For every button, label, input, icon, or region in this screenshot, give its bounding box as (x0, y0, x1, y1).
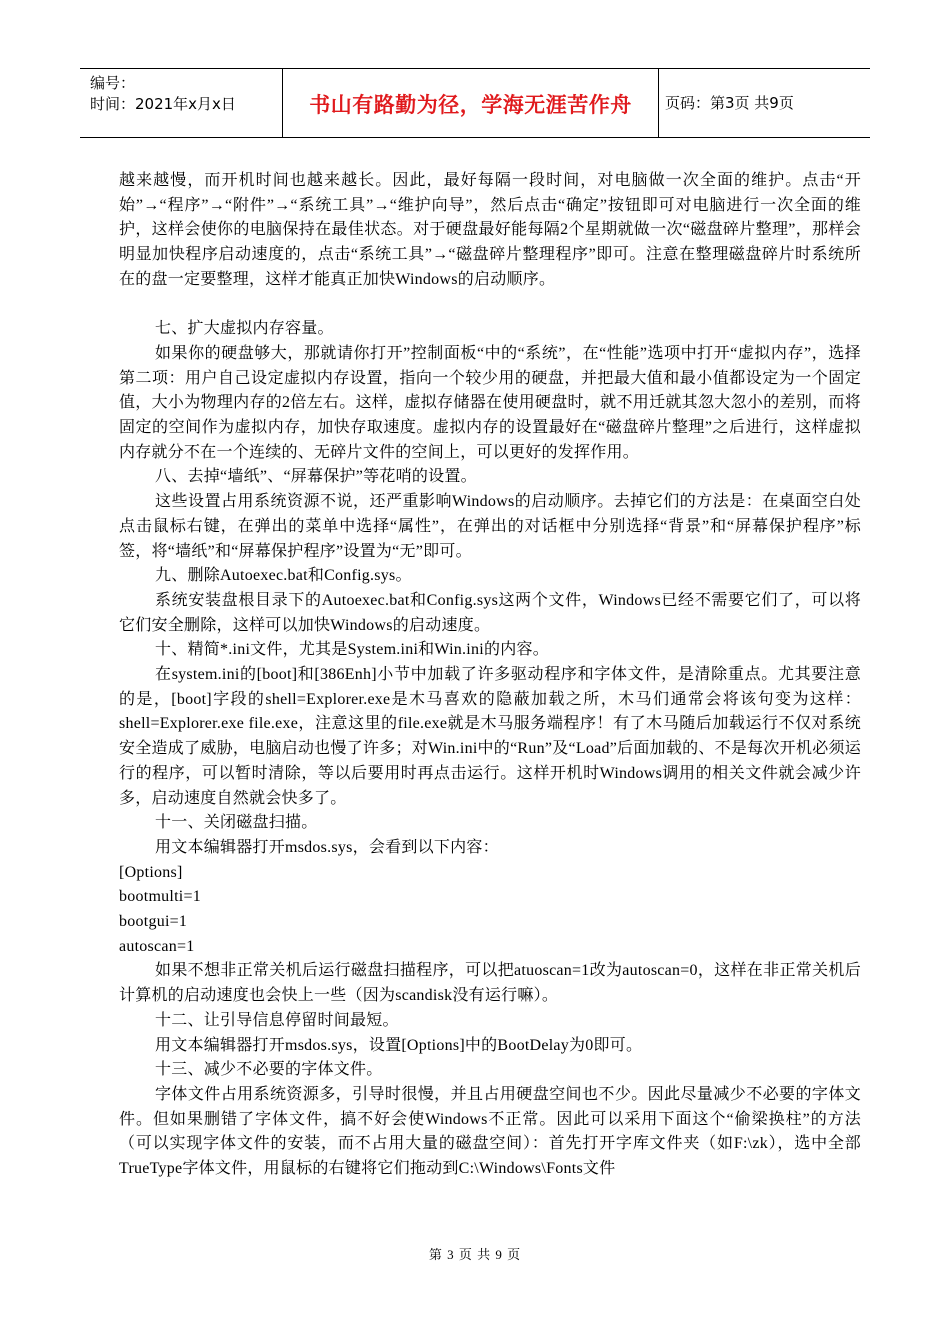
paragraph: 如果你的硬盘够大，那就请你打开”控制面板“中的“系统”，在“性能”选项中打开“虚拟内存”，选择第二项：用户自己设定虚拟内存设置，指向一个较少用的硬盘，并把最大值和最小值都设定为一个固定值，大小为物理内存的2倍左右。这样，虚拟存储器在使用硬盘时，就不用迁就其忽大忽小的差别，而将固定的空间作为虚拟内存，加快存取速度。虚拟内存的设置最好在“磁盘碎片整理”之后进行，这样虚拟内存就分不在一个连续的、无碎片文件的空间上，可以更好的发挥作用。 (119, 344, 861, 461)
paragraph: 这些设置占用系统资源不说，还严重影响Windows的启动顺序。去掉它们的方法是：在桌面空白处点击鼠标右键，在弹出的菜单中选择“属性”，在弹出的对话框中分别选择“背景”和“屏幕保护程序”标签，将“墙纸”和“屏幕保护程序”设置为“无”即可。 (119, 493, 861, 560)
code-line: [Options] (119, 863, 183, 881)
page-header (80, 68, 870, 138)
heading-7: 七、扩大虚拟内存容量。 (155, 320, 334, 338)
heading-12: 十二、让引导信息停留时间最短。 (155, 1011, 399, 1029)
heading-10: 十、精简*.ini文件，尤其是System.ini和Win.ini的内容。 (155, 641, 549, 659)
header-left-cell (80, 69, 283, 137)
heading-11: 十一、关闭磁盘扫描。 (155, 814, 318, 832)
header-meta (90, 73, 236, 115)
heading-9: 九、删除Autoexec.bat和Config.sys。 (155, 567, 412, 585)
header-right-cell (659, 69, 870, 137)
document-body (119, 169, 861, 1182)
page-code: 页码：第3页 共9页 (665, 94, 794, 112)
motto: 书山有路勤为径，学海无涯苦作舟 (309, 93, 632, 117)
paragraph: 系统安装盘根目录下的Autoexec.bat和Config.sys这两个文件，Windows已经不需要它们了，可以将它们安全删除，这样可以加快Windows的启动速度。 (119, 591, 861, 634)
paragraph: 用文本编辑器打开msdos.sys，会看到以下内容： (155, 838, 499, 856)
code-line: bootgui=1 (119, 913, 188, 931)
paragraph: 如果不想非正常关机后运行磁盘扫描程序，可以把atuoscan=1改为autoscan=0，这样在非正常关机后计算机的启动速度也会快上一些（因为scandisk没有运行嘛）。 (119, 962, 861, 1005)
code-line: bootmulti=1 (119, 888, 201, 906)
serial-label: 编号： (90, 74, 136, 92)
paragraph-continuation: 越来越慢，而开机时间也越来越长。因此，最好每隔一段时间，对电脑做一次全面的维护。点击“开始”→“程序”→“附件”→“系统工具”→“维护向导”，然后点击“确定”按钮即可对电脑进行一次全面的维护，这样会使你的电脑保持在最佳状态。对于硬盘最好能每隔2个星期就做一次“磁盘碎片整理”，那样会明显加快程序启动速度的，点击“系统工具”→“磁盘碎片整理程序”即可。注意在整理磁盘碎片时系统所在的盘一定要整理，这样才能真正加快Windows的启动顺序。 (119, 172, 861, 288)
code-line: autoscan=1 (119, 937, 195, 955)
heading-8: 八、去掉“墙纸”、“屏幕保护”等花哨的设置。 (155, 468, 477, 486)
paragraph: 在system.ini的[boot]和[386Enh]小节中加载了许多驱动程序和字体文件，是清除重点。尤其要注意的是，[boot]字段的shell=Explorer.exe是木马喜欢的隐蔽加载之所，木马们通常会将该句变为这样：shell=Explorer.exe file.exe，注意这里的file.exe就是木马服务端程序！有了木马随后加载运行不仅对系统安全造成了威胁，电脑启动也慢了许多；对Win.ini中的“Run”及“Load”后面加载的、不是每次开机必须运行的程序，可以暂时清除，等以后要用时再点击运行。这样开机时Windows调用的相关文件就会减少许多，启动速度自然就会快多了。 (119, 666, 861, 807)
header-middle-cell (283, 69, 659, 137)
heading-13: 十三、减少不必要的字体文件。 (155, 1061, 383, 1079)
time-label: 时间：2021年x月x日 (90, 95, 236, 113)
page-footer: 第 3 页 共 9 页 (428, 1247, 522, 1262)
paragraph: 字体文件占用系统资源多，引导时很慢，并且占用硬盘空间也不少。因此尽量减少不必要的字体文件。但如果删错了字体文件，搞不好会使Windows不正常。因此可以采用下面这个“偷梁换柱”的方法（可以实现字体文件的安装，而不占用大量的磁盘空间）：首先打开字库文件夹（如F:\zk），选中全部TrueType字体文件，用鼠标的右键将它们拖动到C:\Windows\Fonts文件 (119, 1086, 861, 1178)
paragraph: 用文本编辑器打开msdos.sys，设置[Options]中的BootDelay为0即可。 (155, 1036, 643, 1054)
